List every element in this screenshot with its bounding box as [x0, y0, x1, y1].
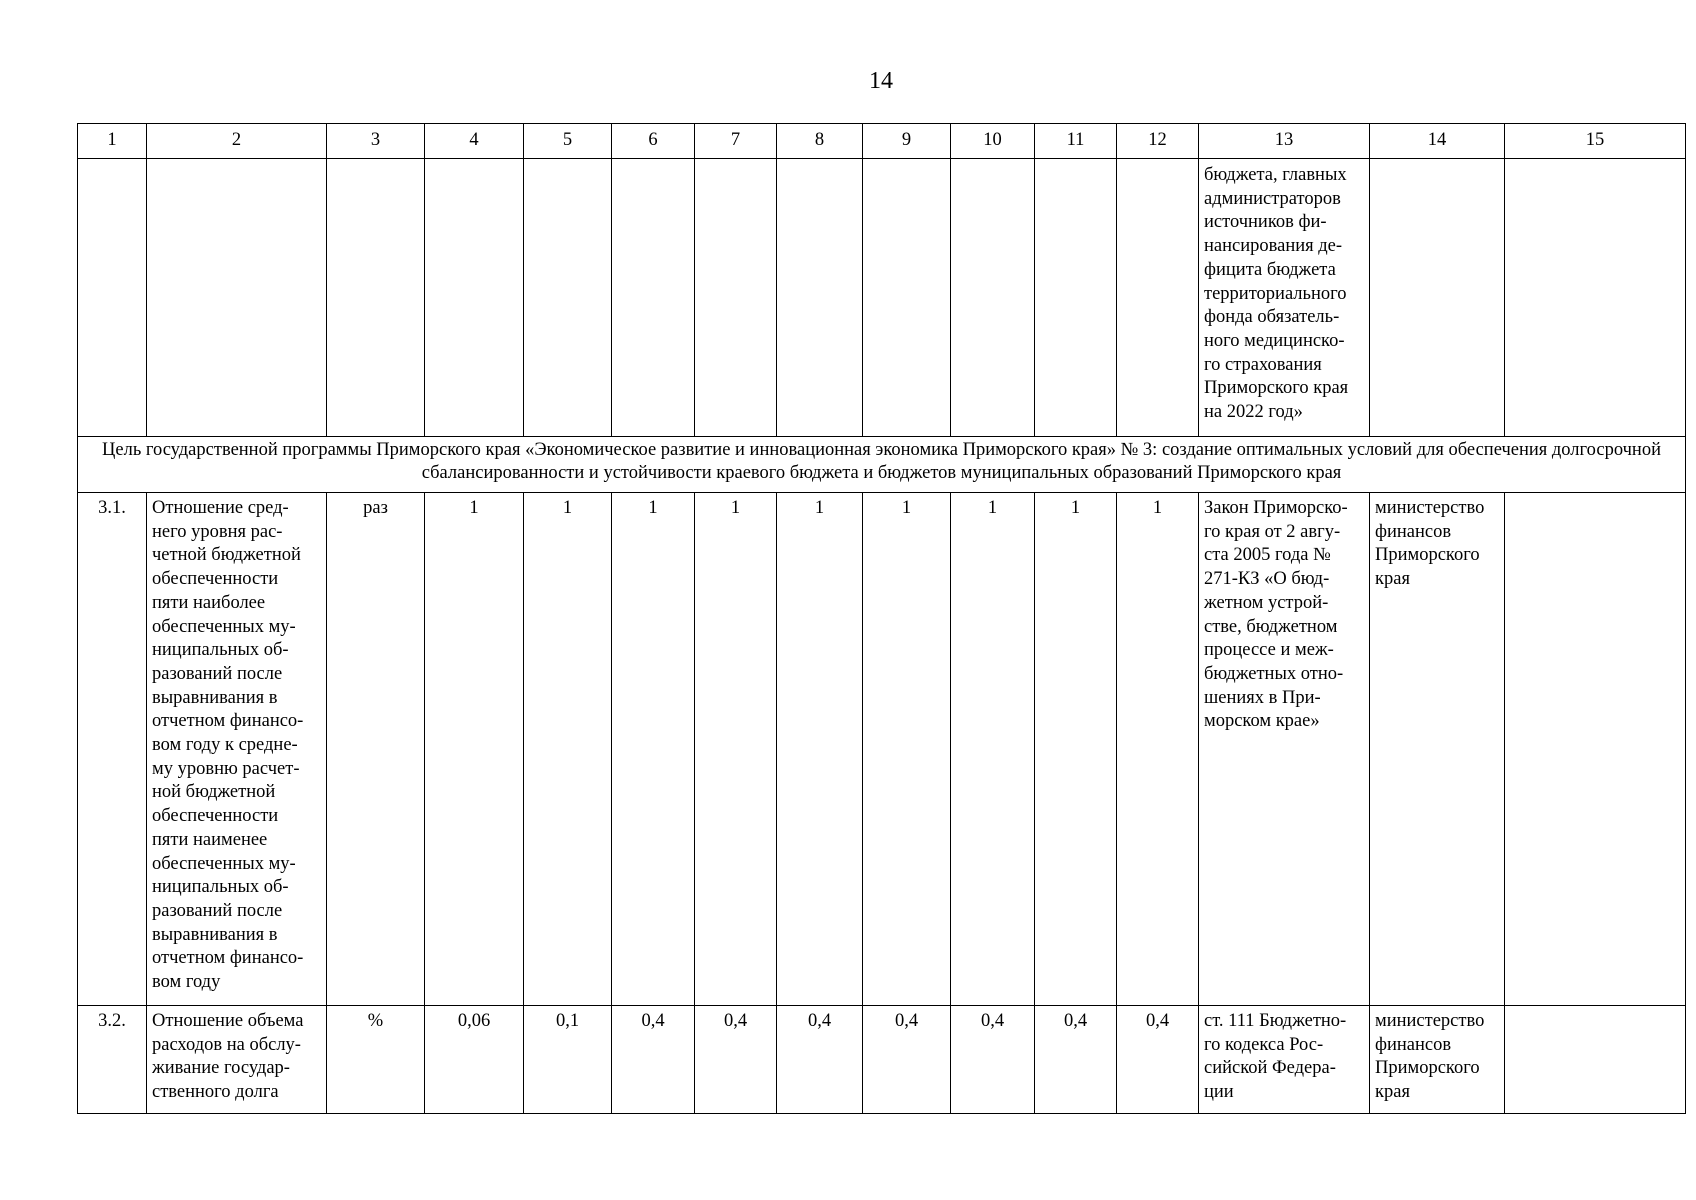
page-number: 14: [869, 68, 893, 94]
column-number: 7: [695, 124, 777, 159]
value-cell: 1: [777, 493, 863, 1006]
column-number: 8: [777, 124, 863, 159]
indicator-number: 3.1.: [78, 493, 147, 1006]
value-cell: 0,4: [777, 1006, 863, 1114]
column-number: 5: [524, 124, 612, 159]
value-cell: 1: [425, 493, 524, 1006]
column-number: 11: [1035, 124, 1117, 159]
value-cell: 0,1: [524, 1006, 612, 1114]
value-cell: 1: [951, 493, 1035, 1006]
table-cell: [327, 159, 425, 437]
goal-row: [78, 437, 1686, 493]
unit-cell: раз: [327, 493, 425, 1006]
table-cell: [147, 159, 327, 437]
source-document-cell: Закон Приморско- го края от 2 авгу- ста 2005 года № 271-КЗ «О бюд- жетном устрой- стве, бюджетном процессе и меж- бюджетных отно- шениях в При- морском крае»: [1199, 493, 1370, 1006]
column-number: 1: [78, 124, 147, 159]
value-cell: 0,4: [951, 1006, 1035, 1114]
value-cell: 0,06: [425, 1006, 524, 1114]
responsible-cell: министерство финансов Приморского края: [1370, 1006, 1505, 1114]
indicator-name: Отношение объема расходов на обслу- живание государ- ственного долга: [147, 1006, 327, 1114]
column-number: 4: [425, 124, 524, 159]
table-cell: [612, 159, 695, 437]
indicator-name: Отношение сред- него уровня рас- четной бюджетной обеспеченности пяти наиболее обеспеченных му- ниципальных об- разований после выравнивания в отчетном финансо- вом году к средне- му уровню расчет- ной бюджетной обеспеченности пяти наименее обеспеченных му- ниципальных об- разований после выравнивания в отчетном финансо- вом году: [147, 493, 327, 1006]
table-cell: [777, 159, 863, 437]
table-cell: [78, 159, 147, 437]
table-cell: [524, 159, 612, 437]
value-cell: 1: [612, 493, 695, 1006]
column-number: 13: [1199, 124, 1370, 159]
goal-text: Цель государственной программы Приморского края «Экономическое развитие и инновационная экономика Приморского края» № 3: создание оптимальных условий для обеспечения долгосрочной сбалансированности и устойчивости краевого бюджета и бюджетов муниципальных образований Приморского края: [78, 437, 1686, 493]
table-row: [78, 1006, 1686, 1114]
continuation-row: [78, 159, 1686, 437]
table-row: [78, 493, 1686, 1006]
table-cell: [1117, 159, 1199, 437]
value-cell: 1: [1035, 493, 1117, 1006]
table-cell: [1370, 159, 1505, 437]
table-cell: [951, 159, 1035, 437]
value-cell: 0,4: [863, 1006, 951, 1114]
source-document-cell: бюджета, главных администраторов источников фи- нансирования де- фицита бюджета территориального фонда обязатель- ного медицинско- го страхования Приморского края на 2022 год»: [1199, 159, 1370, 437]
responsible-cell: министерство финансов Приморского края: [1370, 493, 1505, 1006]
value-cell: 0,4: [1117, 1006, 1199, 1114]
table-cell: [863, 159, 951, 437]
source-document-cell: ст. 111 Бюджетно- го кодекса Рос- сийской Федера- ции: [1199, 1006, 1370, 1114]
value-cell: 0,4: [1035, 1006, 1117, 1114]
table-cell: [1035, 159, 1117, 437]
column-number-row: [78, 124, 1686, 159]
column-number: 9: [863, 124, 951, 159]
table-cell: [1505, 159, 1686, 437]
column-number: 6: [612, 124, 695, 159]
column-number: 10: [951, 124, 1035, 159]
value-cell: 0,4: [612, 1006, 695, 1114]
value-cell: 1: [695, 493, 777, 1006]
table-cell: [425, 159, 524, 437]
column-number: 3: [327, 124, 425, 159]
value-cell: 1: [863, 493, 951, 1006]
table-cell: [695, 159, 777, 437]
indicators-table: [77, 123, 1686, 1114]
value-cell: 1: [524, 493, 612, 1006]
value-cell: 1: [1117, 493, 1199, 1006]
value-cell: 0,4: [695, 1006, 777, 1114]
column-number: 14: [1370, 124, 1505, 159]
table-cell: [1505, 493, 1686, 1006]
column-number: 12: [1117, 124, 1199, 159]
unit-cell: %: [327, 1006, 425, 1114]
indicator-number: 3.2.: [78, 1006, 147, 1114]
table-cell: [1505, 1006, 1686, 1114]
column-number: 2: [147, 124, 327, 159]
column-number: 15: [1505, 124, 1686, 159]
